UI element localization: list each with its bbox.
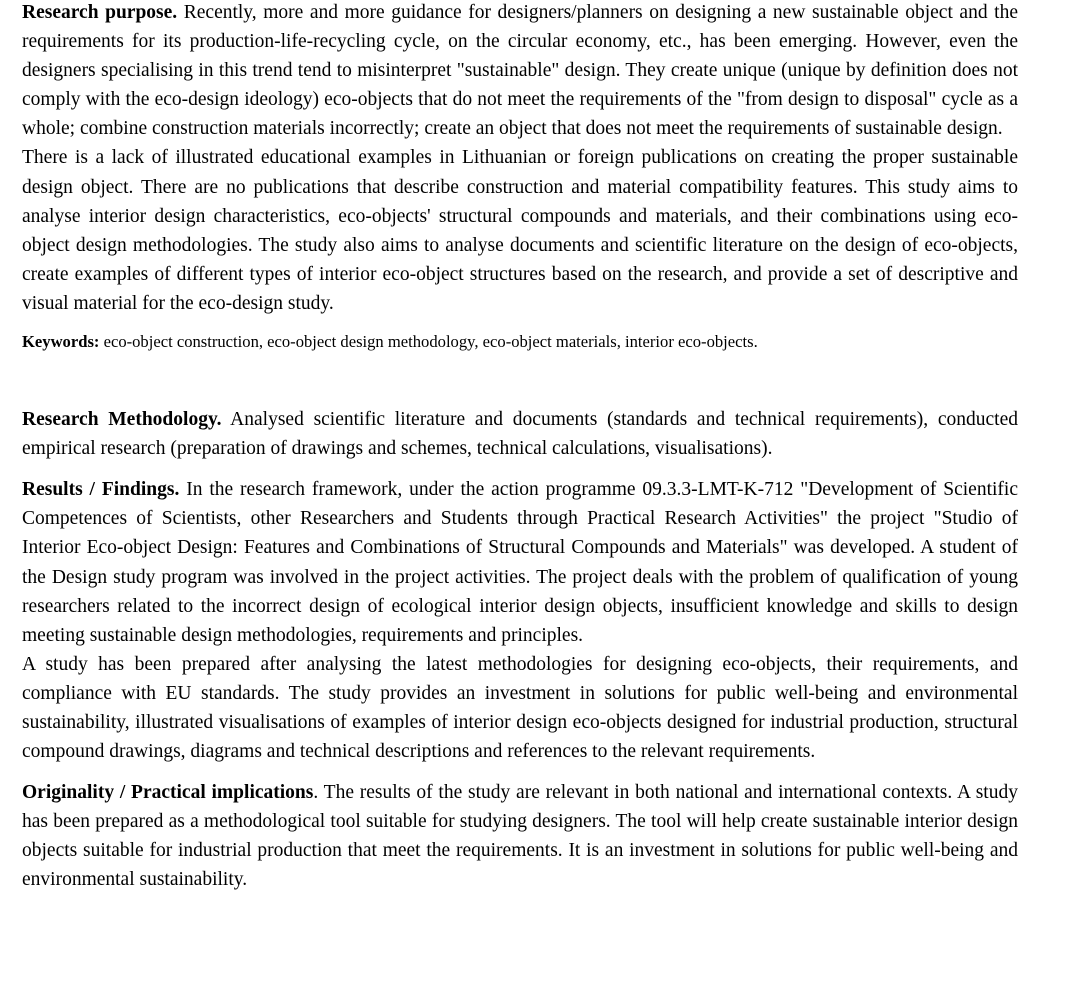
keywords-label: Keywords:: [22, 332, 100, 352]
abstract-page: [22, 0, 1018, 895]
research-methodology-text: Analysed scientific literature and documents (standards and technical requirements), conducted empirical research (preparation of drawings and schemes, technical calculations, visualisations).: [22, 409, 1018, 460]
keywords-text: eco-object construction, eco-object design methodology, eco-object materials, interior eco-objects.: [99, 332, 758, 352]
keywords-line: [22, 331, 1018, 353]
originality-label: Originality / Practical implications: [22, 782, 314, 804]
results-findings-paragraph: [22, 475, 1018, 650]
originality-paragraph: [22, 778, 1018, 894]
research-methodology-label: Research Methodology.: [22, 409, 222, 431]
results-findings-text: In the research framework, under the action programme 09.3.3-LMT-K-712 "Development of Scientific Competences of Scientists, other Researchers and Students through Practical Research Activities" the project "Studio of Interior Eco-object Design: Features and Combinations of Structural Compounds and Materials" was developed. A student of the Design study program was involved in the project activities. The project deals with the problem of qualification of young researchers related to the incorrect design of ecological interior design objects, insufficient knowledge and skills to design meeting sustainable design methodologies, requirements and principles.: [22, 479, 1018, 646]
research-purpose-label: Research purpose.: [22, 2, 178, 23]
research-purpose-text: Recently, more and more guidance for designers/planners on designing a new sustainable object and the requirements for its production-life-recycling cycle, on the circular economy, etc., has been emerging. However, even the designers specialising in this trend tend to misinterpret "sustainable" design. They create unique (unique by definition does not comply with the eco-design ideology) eco-objects that do not meet the requirements of the "from design to disposal" cycle as a whole; combine construction materials incorrectly; create an object that does not meet the requirements of sustainable design.: [22, 2, 1018, 140]
research-methodology-paragraph: [22, 405, 1018, 463]
results-findings-paragraph-2: A study has been prepared after analysing the latest methodologies for designing eco-objects, their requirements, and compliance with EU standards. The study provides an investment in solutions for public well-being and environmental sustainability, illustrated visualisations of examples of interior design eco-objects designed for industrial production, structural compound drawings, diagrams and technical descriptions and references to the relevant requirements.: [22, 653, 1018, 763]
research-purpose-paragraph-2: There is a lack of illustrated educational examples in Lithuanian or foreign publications on creating the proper sustainable design object. There are no publications that describe construction and material compatibility features. This study aims to analyse interior design characteristics, eco-objects' structural compounds and materials, and their combinations using eco-object design methodologies. The study also aims to analyse documents and scientific literature on the design of eco-objects, create examples of different types of interior eco-object structures based on the research, and provide a set of descriptive and visual material for the eco-design study.: [22, 147, 1018, 314]
results-findings-label: Results / Findings.: [22, 479, 180, 501]
originality-text: . The results of the study are relevant in both national and international contexts. A study has been prepared as a methodological tool suitable for studying designers. The tool will help create sustainable interior design objects suitable for industrial production that meet the requirements. It is an investment in solutions for public well-being and environmental sustainability.: [22, 782, 1018, 891]
research-purpose-paragraph: [22, 0, 1018, 143]
